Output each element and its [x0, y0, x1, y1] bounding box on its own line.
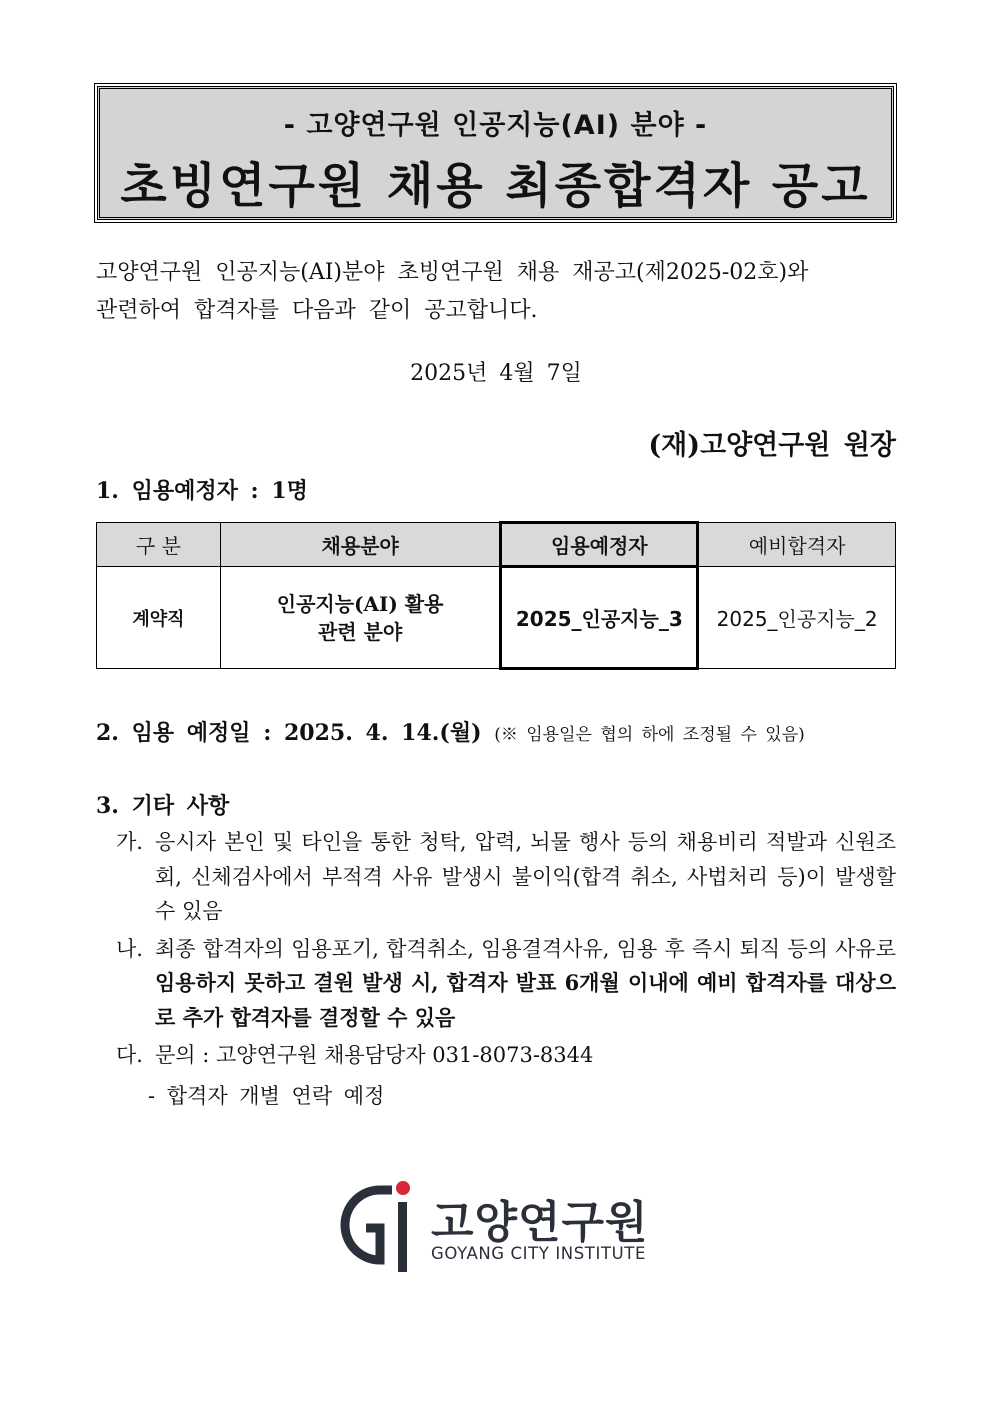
cell-type: 계약직 [97, 567, 221, 669]
table-header-row [97, 523, 896, 567]
intro-paragraph [96, 254, 896, 330]
cell-appointee: 2025_인공지능_3 [501, 567, 698, 669]
header-category: 구 분 [97, 523, 221, 567]
item-marker: 가. [116, 830, 143, 854]
list-item [116, 1038, 896, 1073]
item-marker: 나. [116, 936, 143, 961]
cell-reserve: 2025_인공지능_2 [698, 567, 896, 669]
intro-line-2: 관련하여 합격자를 다음과 같이 공고합니다. [96, 298, 538, 323]
notice-title: 초빙연구원 채용 최종합격자 공고 [120, 158, 871, 214]
section-3-items [116, 825, 896, 1076]
header-reserve: 예비합격자 [698, 523, 896, 567]
contact-subnote: - 합격자 개별 연락 예정 [148, 1084, 385, 1108]
header-appointee: 임용예정자 [501, 523, 698, 567]
list-item [116, 825, 896, 929]
intro-line-1: 고양연구원 인공지능(AI)분야 초빙연구원 채용 재공고(제2025-02호)와 [96, 260, 809, 285]
signer: (재)고양연구원 원장 [648, 430, 896, 461]
field-line-2: 관련 분야 [317, 619, 403, 644]
section-2 [96, 716, 805, 747]
field-line-1: 인공지능(AI) 활용 [276, 591, 444, 616]
logo-name-ko: 고양연구원 [431, 1197, 649, 1248]
item-text-emphasis: 임용하지 못하고 결원 발생 시, 합격자 발표 6개월 이내에 예비 합격자를 대상으로 추가 합격자를 결정할 수 있음 [155, 970, 896, 1030]
gci-logo-mark-icon [336, 1176, 426, 1276]
table-row [97, 567, 896, 669]
section-2-note: (※ 임용일은 협의 하에 조정될 수 있음) [494, 725, 805, 745]
section-2-title: 2. 임용 예정일 : 2025. 4. 14.(월) [96, 720, 482, 746]
cell-field [220, 567, 501, 669]
section-1-title: 1. 임용예정자 : 1명 [96, 478, 308, 504]
contact-text: 문의 : 고양연구원 채용담당자 031-8073-8344 [155, 1043, 594, 1067]
title-box [97, 86, 894, 220]
notice-date: 2025년 4월 7일 [410, 361, 582, 386]
appointment-table [96, 521, 896, 670]
item-text: 응시자 본인 및 타인을 통한 청탁, 압력, 뇌물 행사 등의 채용비리 적발과 신원조회, 신체검사에서 부적격 사유 발생시 불이익(합격 취소, 사법처리 등)이 발생할 수 있음 [155, 830, 896, 923]
list-item [116, 932, 896, 1036]
item-marker: 다. [116, 1043, 143, 1067]
header-field: 채용분야 [220, 523, 501, 567]
section-3-title: 3. 기타 사항 [96, 793, 230, 819]
logo-name-en: GOYANG CITY INSTITUTE [431, 1244, 647, 1263]
institute-logo [336, 1176, 656, 1276]
item-text: 최종 합격자의 임용포기, 합격취소, 임용결격사유, 임용 후 즉시 퇴직 등의 사유로 [155, 936, 896, 961]
notice-subtitle: - 고양연구원 인공지능(AI) 분야 - [283, 110, 708, 141]
